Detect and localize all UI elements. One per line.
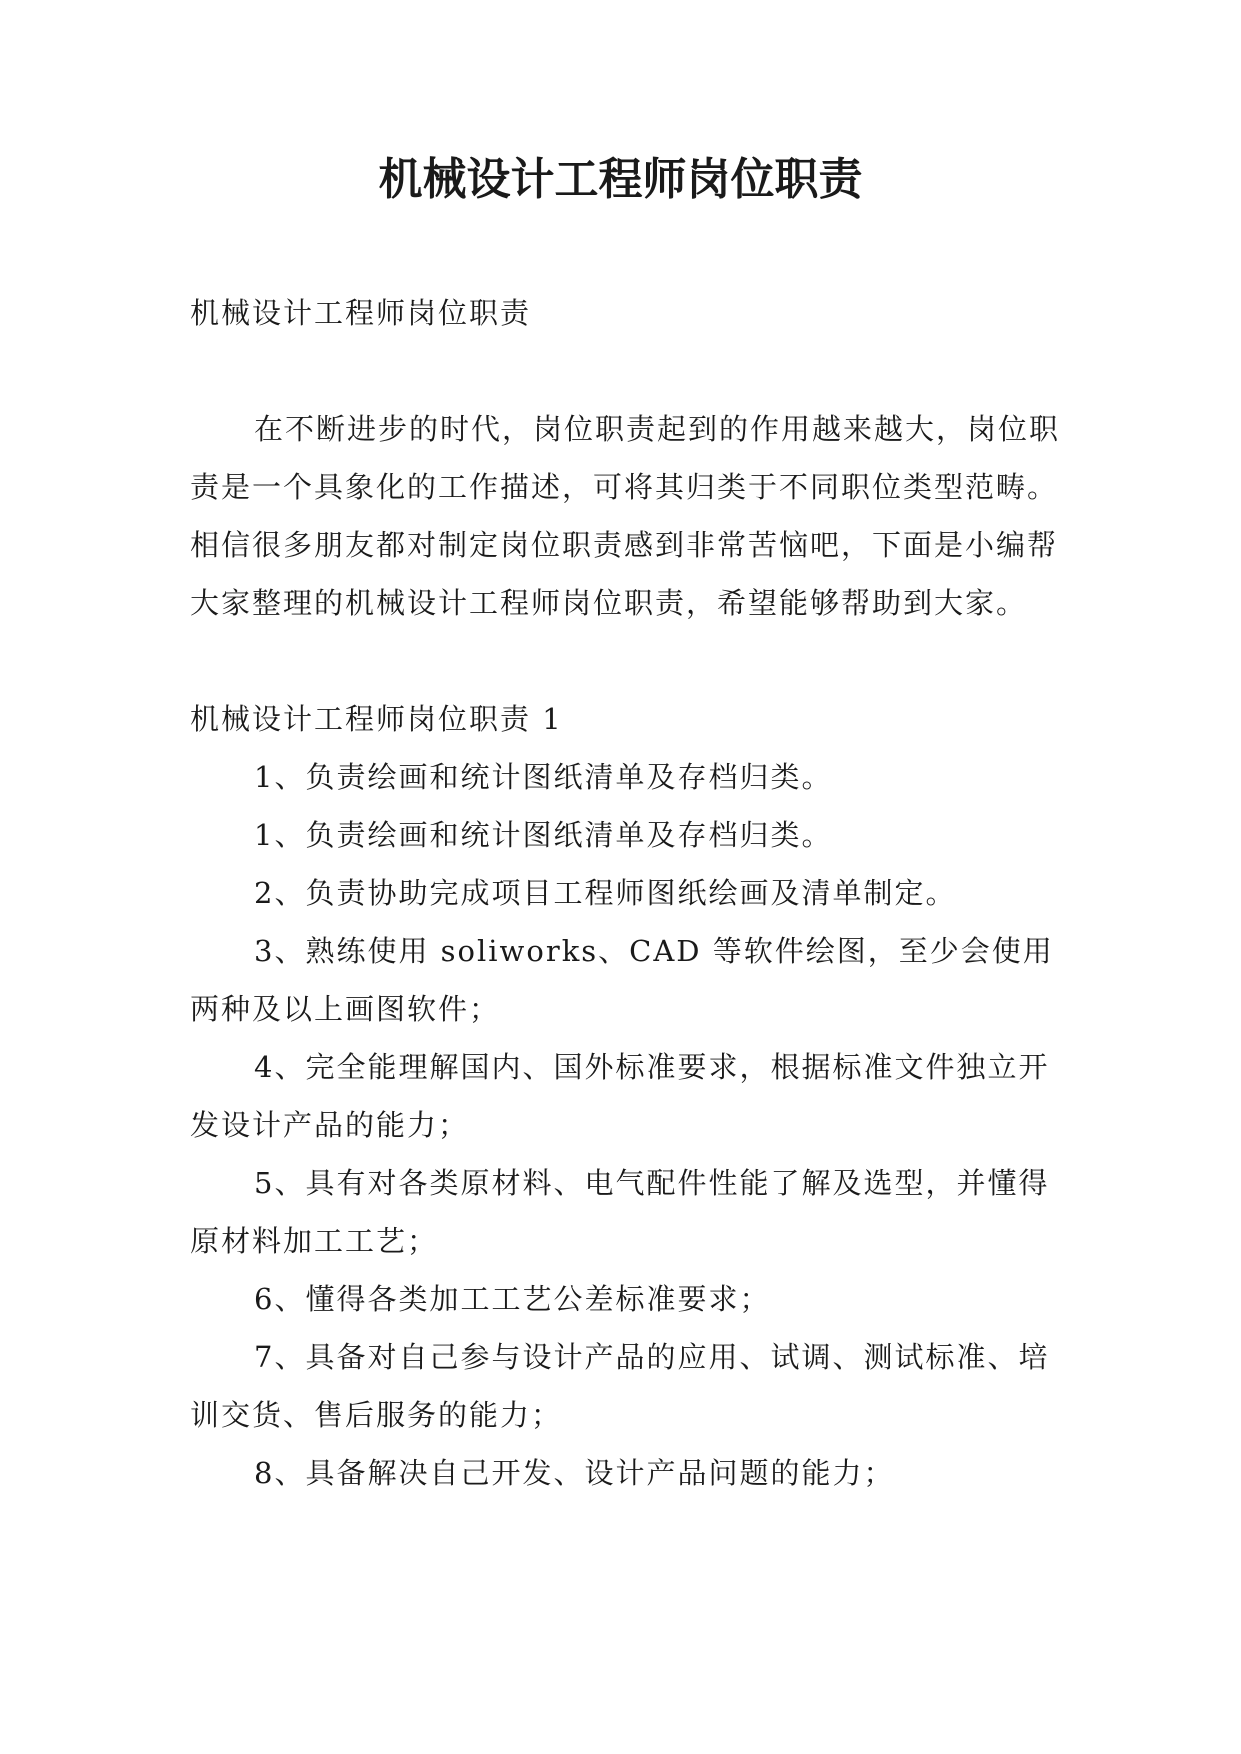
list-item: 1、负责绘画和统计图纸清单及存档归类。 (254, 818, 833, 852)
list-item: 1、负责绘画和统计图纸清单及存档归类。 (254, 760, 833, 794)
document-title: 机械设计工程师岗位职责 (378, 154, 863, 205)
list-item: 5、具有对各类原材料、电气配件性能了解及选型，并懂得原材料加工工艺； (190, 1166, 1050, 1258)
list-item: 4、完全能理解国内、国外标准要求，根据标准文件独立开发设计产品的能力； (190, 1050, 1050, 1142)
list-item: 6、懂得各类加工工艺公差标准要求； (254, 1282, 771, 1316)
list-item: 3、熟练使用 soliworks、CAD 等软件绘图，至少会使用两种及以上画图软件； (190, 934, 1054, 1026)
section-heading: 机械设计工程师岗位职责 1 (190, 702, 563, 736)
list-item: 2、负责协助完成项目工程师图纸绘画及清单制定。 (254, 876, 957, 910)
list-item: 8、具备解决自己开发、设计产品问题的能力； (254, 1456, 895, 1490)
list-item: 7、具备对自己参与设计产品的应用、试调、测试标准、培训交货、售后服务的能力； (190, 1340, 1050, 1432)
document-subtitle: 机械设计工程师岗位职责 (190, 296, 532, 330)
intro-paragraph: 在不断进步的时代，岗位职责起到的作用越来越大，岗位职责是一个具象化的工作描述，可将其归类于不同职位类型范畴。相信很多朋友都对制定岗位职责感到非常苦恼吧，下面是小编帮大家整理的机械设计工程师岗位职责，希望能够帮助到大家。 (190, 412, 1061, 620)
document-body (190, 284, 1070, 1502)
